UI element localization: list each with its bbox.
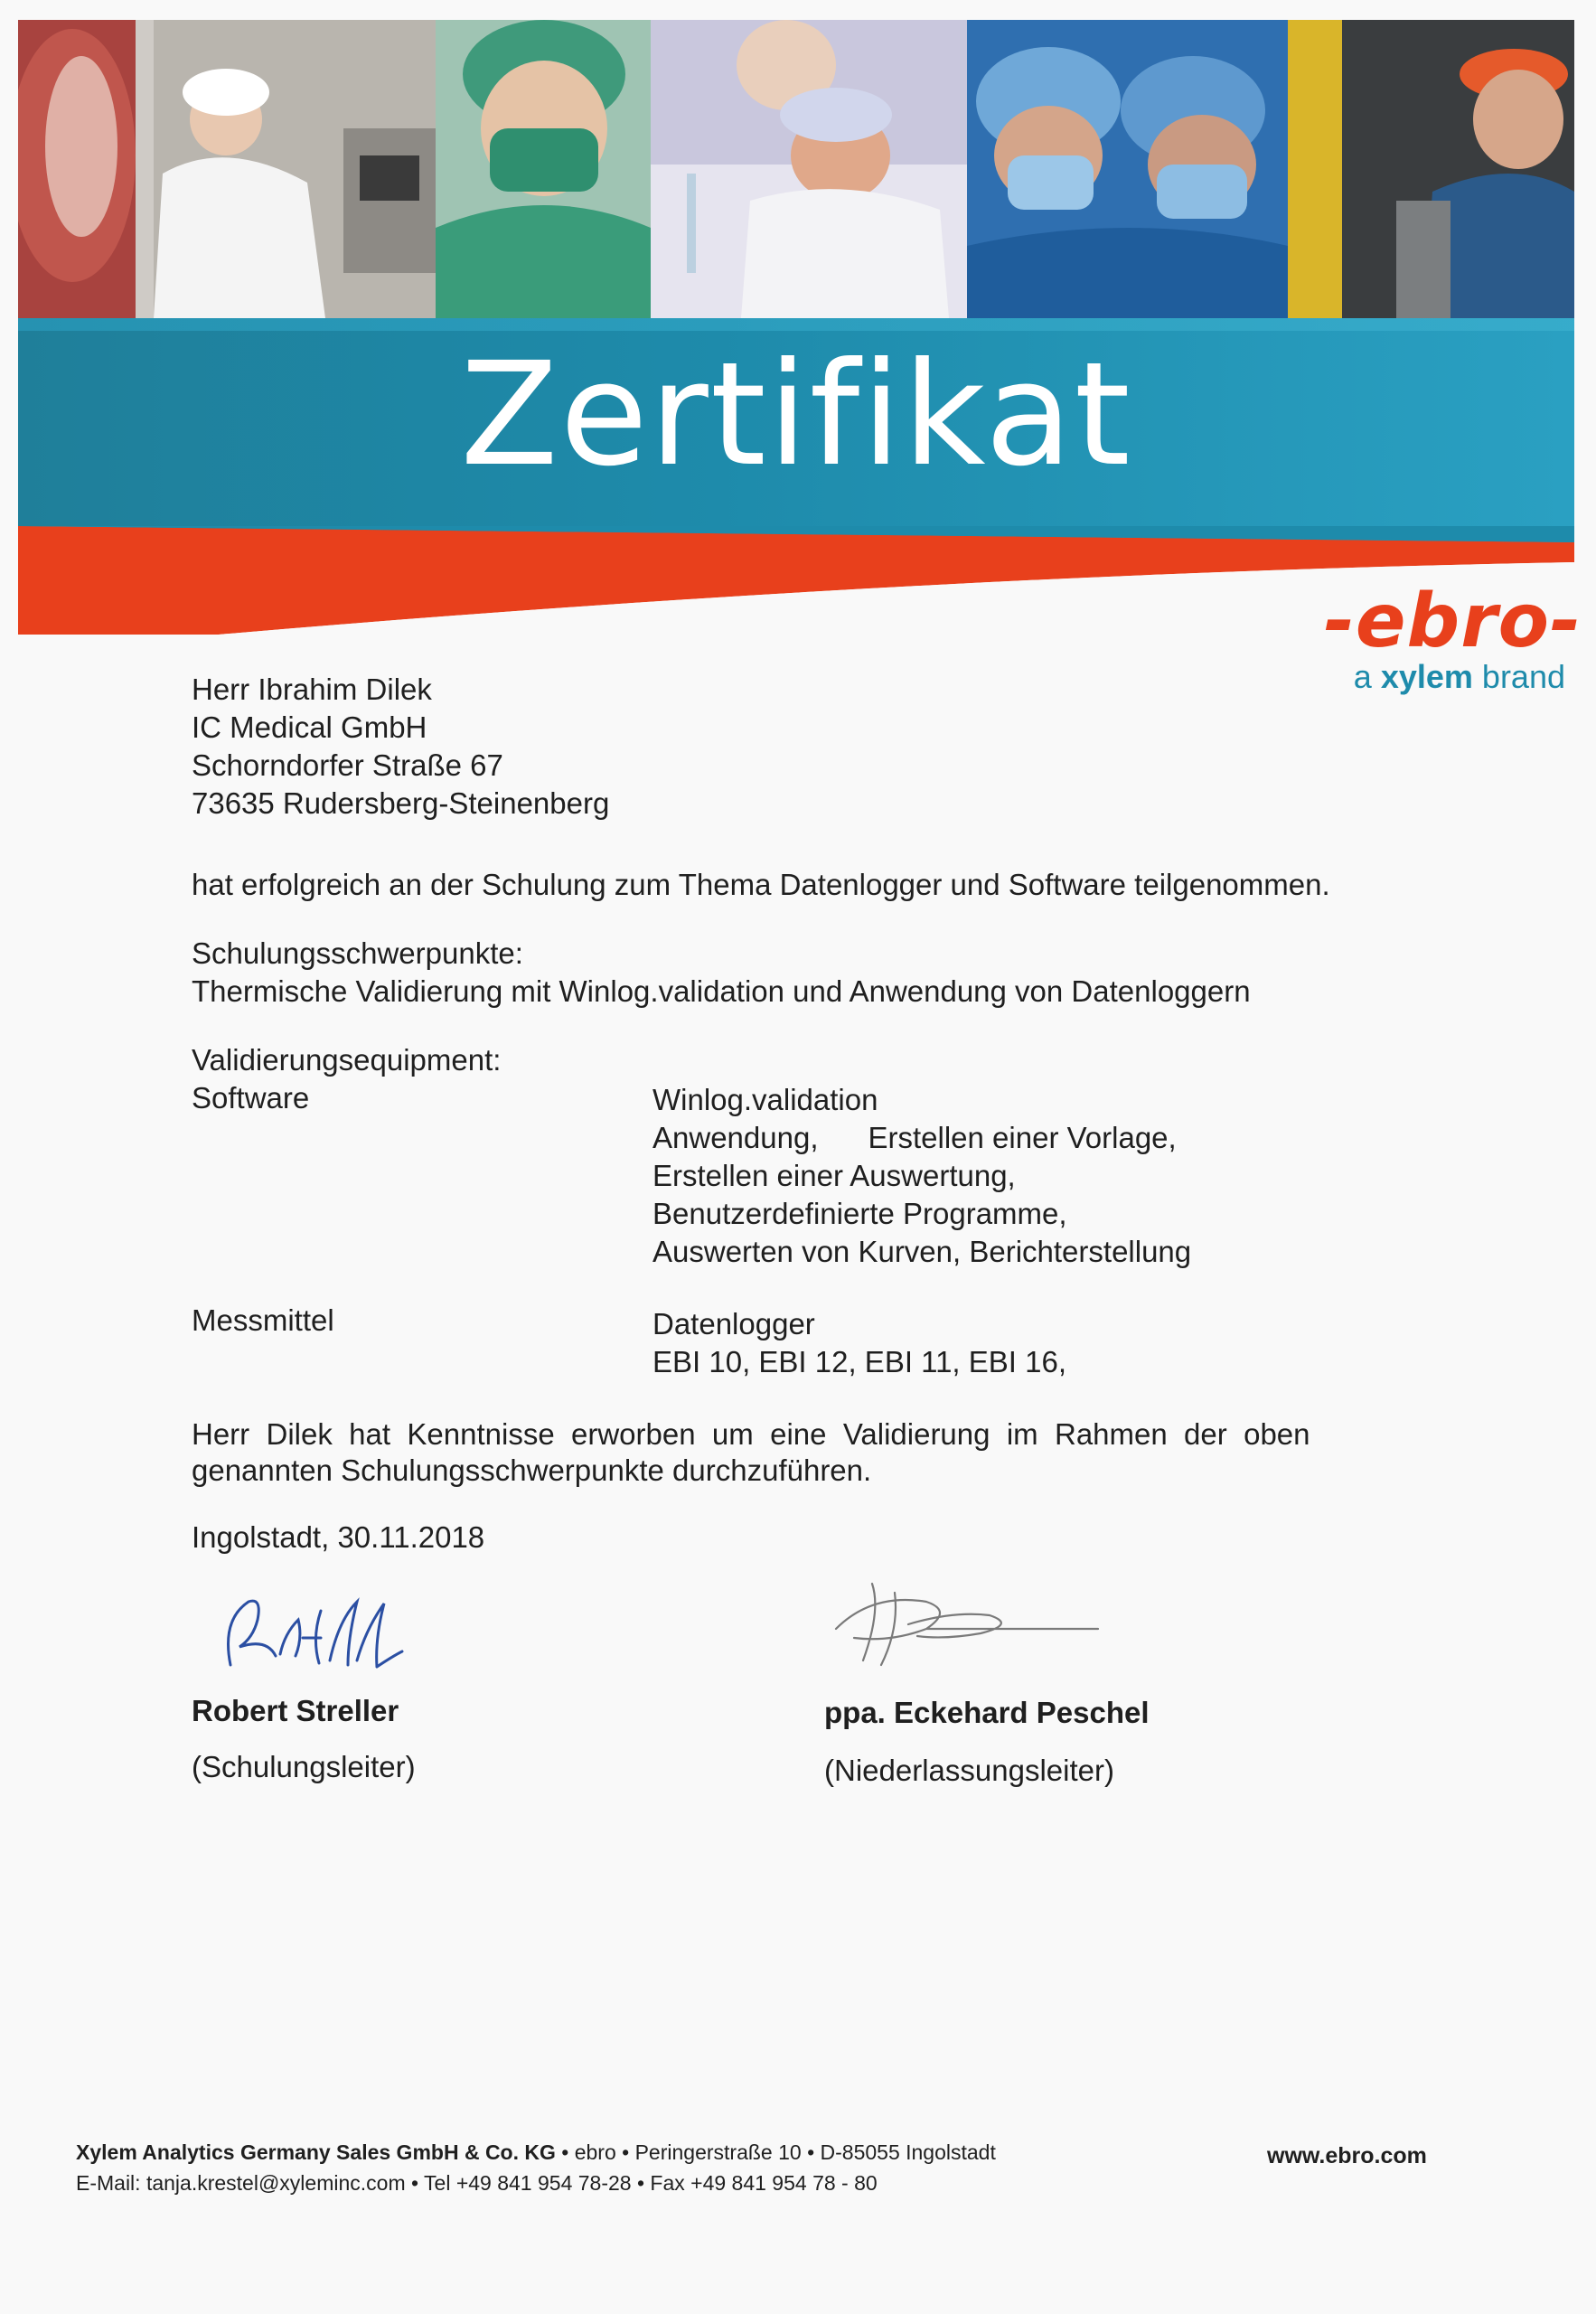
participation-statement: hat erfolgreich an der Schulung zum Thema Datenlogger und Software teilgenommen. <box>192 868 1330 901</box>
measure-line: EBI 10, EBI 12, EBI 11, EBI 16, <box>652 1345 1066 1378</box>
signer-left-name: Robert Streller <box>192 1694 399 1727</box>
signature-peschel <box>818 1575 1116 1683</box>
place-date: Ingolstadt, 30.11.2018 <box>192 1520 485 1554</box>
recipient-street: Schorndorfer Straße 67 <box>192 748 503 782</box>
footer-website: www.ebro.com <box>1267 2143 1427 2168</box>
recipient-city: 73635 Rudersberg-Steinenberg <box>192 786 610 820</box>
signer-right-name: ppa. Eckehard Peschel <box>824 1696 1150 1729</box>
header-photo-strip <box>18 20 1574 318</box>
ebro-logo <box>1283 578 1582 705</box>
closing-statement-line2: genannten Schulungsschwerpunkte durchzuführen. <box>192 1453 872 1487</box>
software-line: Auswerten von Kurven, Berichterstellung <box>652 1235 1192 1268</box>
photo-medical-team <box>967 20 1288 318</box>
measure-label: Messmittel <box>192 1303 334 1337</box>
photo-industrial-worker <box>1288 20 1574 318</box>
footer-address-rest: • ebro • Peringerstraße 10 • D-85055 Ingolstadt <box>555 2140 996 2164</box>
photo-butcher <box>18 20 436 318</box>
software-line: Benutzerdefinierte Programme, <box>652 1197 1067 1230</box>
signer-left-role: (Schulungsleiter) <box>192 1750 416 1783</box>
recipient-name: Herr Ibrahim Dilek <box>192 673 432 706</box>
software-label: Software <box>192 1081 310 1115</box>
software-line: Winlog.validation <box>652 1083 878 1116</box>
signer-right-role: (Niederlassungsleiter) <box>824 1754 1114 1787</box>
photo-surgeon <box>436 20 651 318</box>
tagline-brand: xylem <box>1380 658 1473 695</box>
equipment-label: Validierungsequipment: <box>192 1043 502 1077</box>
tagline-prefix: a <box>1353 658 1372 695</box>
focus-text: Thermische Validierung mit Winlog.validation und Anwendung von Datenloggern <box>192 974 1251 1008</box>
certificate-header <box>18 20 1574 635</box>
closing-statement-line1: Herr Dilek hat Kenntnisse erworben um eine Validierung im Rahmen der oben <box>192 1417 1310 1451</box>
recipient-company: IC Medical GmbH <box>192 710 427 744</box>
measure-line: Datenlogger <box>652 1307 815 1340</box>
logo-tagline <box>1354 658 1565 696</box>
software-line: Erstellen einer Auswertung, <box>652 1159 1016 1192</box>
footer-address <box>76 2137 996 2168</box>
tagline-suffix: brand <box>1481 658 1565 695</box>
software-line: Anwendung, Erstellen einer Vorlage, <box>652 1121 1177 1154</box>
footer-contact: E-Mail: tanja.krestel@xyleminc.com • Tel +49 841 954 78-28 • Fax +49 841 954 78 - 80 <box>76 2171 878 2195</box>
certificate-title: Zertifikat <box>460 332 1132 498</box>
logo-wordmark: -ebro- <box>1323 578 1582 664</box>
signature-streller <box>212 1584 411 1683</box>
footer-company: Xylem Analytics Germany Sales GmbH & Co. KG <box>76 2140 556 2164</box>
focus-label: Schulungsschwerpunkte: <box>192 936 523 970</box>
photo-laboratory <box>651 20 967 318</box>
